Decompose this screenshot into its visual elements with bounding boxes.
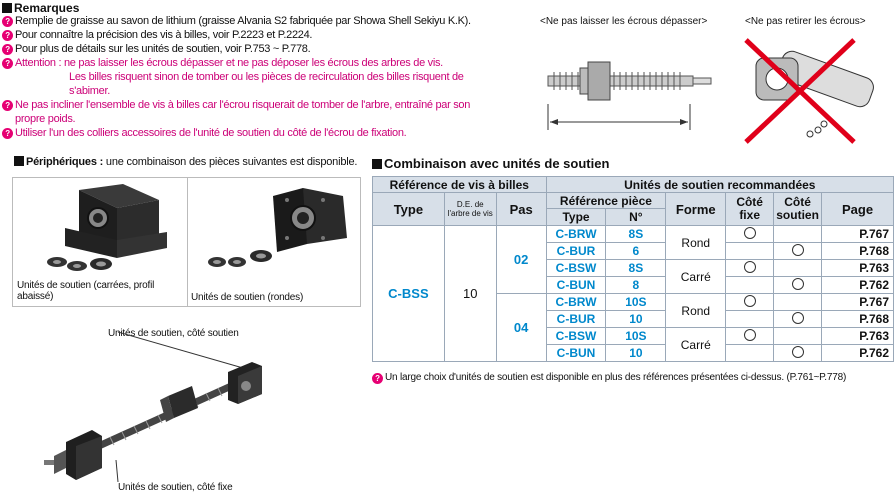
support-side-label: Unités de soutien, côté soutien <box>108 328 239 339</box>
cell-number: 8 <box>606 277 666 294</box>
warning-icon: ? <box>2 100 13 111</box>
cell-fixed-side <box>726 328 774 345</box>
note-grease: ? Remplie de graisse au savon de lithium (graisse Alvania S2 fabriquée par Showa Shell Sekiyu K.K). <box>2 14 512 28</box>
th-shaft-od: D.E. de l'arbre de vis <box>444 193 496 226</box>
cell-number: 6 <box>606 243 666 260</box>
cell-fixed-side <box>726 243 774 260</box>
th-shape: Forme <box>666 193 726 226</box>
info-icon: ? <box>2 16 13 27</box>
note-collar: ? Utiliser l'un des colliers accessoires de l'unité de soutien du côté de l'écrou de fixation. <box>2 126 512 140</box>
th-page: Page <box>822 193 894 226</box>
cell-page: P.768 <box>822 243 894 260</box>
cell-shape: Rond <box>666 294 726 328</box>
round-support-unit-image <box>203 182 353 282</box>
th-number: N° <box>606 209 666 226</box>
remarks-heading: Remarques <box>2 1 79 15</box>
ballscrew-assembly-image <box>40 330 280 490</box>
cell-type: C-BSS <box>373 226 445 362</box>
cell-fixed-side <box>726 345 774 362</box>
circle-mark <box>744 261 756 273</box>
note-precision: ? Pour connaître la précision des vis à billes, voir P.2223 et P.2224. <box>2 28 512 42</box>
diagram-label-remove: <Ne pas retirer les écrous> <box>745 16 866 27</box>
th-subtype: Type <box>546 209 606 226</box>
peripherals-title: Périphériques : une combinaison des pièces suivantes est disponible. <box>14 156 357 168</box>
cell-shape: Rond <box>666 226 726 260</box>
cell-number: 8S <box>606 226 666 243</box>
cell-fixed-side <box>726 226 774 243</box>
cell-subtype: C-BSW <box>546 260 606 277</box>
warning-icon: ? <box>2 128 13 139</box>
info-icon: ? <box>372 373 383 384</box>
th-fixed-side: Côté fixe <box>726 193 774 226</box>
square-support-unit-image <box>27 182 177 282</box>
cell-subtype: C-BRW <box>546 226 606 243</box>
info-icon: ? <box>2 44 13 55</box>
circle-mark <box>792 244 804 256</box>
cell-page: P.763 <box>822 328 894 345</box>
cell-page: P.768 <box>822 311 894 328</box>
cell-subtype: C-BUR <box>546 243 606 260</box>
cell-number: 10 <box>606 345 666 362</box>
cell-subtype: C-BRW <box>546 294 606 311</box>
th-screw-ref: Référence de vis à billes <box>373 177 547 193</box>
circle-mark <box>744 295 756 307</box>
remove-nut-diagram <box>738 34 888 144</box>
cell-page: P.767 <box>822 294 894 311</box>
cell-fixed-side <box>726 294 774 311</box>
cell-number: 8S <box>606 260 666 277</box>
cell-shape: Carré <box>666 260 726 294</box>
remarks-notes <box>2 14 512 140</box>
cell-support-side <box>774 226 822 243</box>
cell-support-side <box>774 328 822 345</box>
cell-support-side <box>774 260 822 277</box>
cell-pitch: 02 <box>496 226 546 294</box>
peripherals-box <box>12 177 361 307</box>
overhang-diagram <box>540 34 720 134</box>
cell-fixed-side <box>726 311 774 328</box>
cell-support-side <box>774 243 822 260</box>
info-icon: ? <box>2 30 13 41</box>
cell-subtype: C-BUN <box>546 277 606 294</box>
cell-subtype: C-BSW <box>546 328 606 345</box>
cell-pitch: 04 <box>496 294 546 362</box>
cell-subtype: C-BUN <box>546 345 606 362</box>
cell-fixed-side <box>726 277 774 294</box>
cell-support-side <box>774 294 822 311</box>
combo-table <box>372 176 894 362</box>
th-type: Type <box>373 193 445 226</box>
cell-page: P.762 <box>822 345 894 362</box>
cell-shape: Carré <box>666 328 726 362</box>
cell-number: 10S <box>606 294 666 311</box>
circle-mark <box>744 329 756 341</box>
circle-mark <box>744 227 756 239</box>
th-recommended-units: Unités de soutien recommandées <box>546 177 893 193</box>
cell-page: P.767 <box>822 226 894 243</box>
cell-support-side <box>774 277 822 294</box>
note-support-details: ? Pour plus de détails sur les unités de soutien, voir P.753 ~ P.778. <box>2 42 512 56</box>
note-attention: ? Attention : ne pas laisser les écrous dépasser et ne pas déposer les écrous des arbres de vis. Les billes risquent sinon de tomber ou les pièces de recirculation des billes risquent de s'abimer. <box>2 56 512 98</box>
th-pitch: Pas <box>496 193 546 226</box>
cell-support-side <box>774 311 822 328</box>
table-footnote: ? Un large choix d'unités de soutien est disponible en plus des références présentées ci-dessus. (P.761~P.778) <box>372 372 846 384</box>
fixed-side-label: Unités de soutien, côté fixe <box>118 482 233 493</box>
th-part-ref: Référence pièce <box>546 193 666 209</box>
circle-mark <box>792 278 804 290</box>
circle-mark <box>792 346 804 358</box>
square-unit-caption: Unités de soutien (carrées, profil abaissé) <box>17 280 155 302</box>
note-tilt: ? Ne pas incliner l'ensemble de vis à billes car l'écrou risquerait de tomber de l'arbre, entraîné par son propre poids. <box>2 98 512 126</box>
cell-subtype: C-BUR <box>546 311 606 328</box>
cell-fixed-side <box>726 260 774 277</box>
cell-page: P.762 <box>822 277 894 294</box>
cell-support-side <box>774 345 822 362</box>
warning-icon: ? <box>2 58 13 69</box>
cell-page: P.763 <box>822 260 894 277</box>
diagram-label-overhang: <Ne pas laisser les écrous dépasser> <box>540 16 708 27</box>
round-unit-caption: Unités de soutien (rondes) <box>191 292 304 303</box>
circle-mark <box>792 312 804 324</box>
cell-number: 10 <box>606 311 666 328</box>
cell-number: 10S <box>606 328 666 345</box>
combo-table-title: Combinaison avec unités de soutien <box>372 156 609 171</box>
th-support-side: Côté soutien <box>774 193 822 226</box>
cell-shaft-od: 10 <box>444 226 496 362</box>
